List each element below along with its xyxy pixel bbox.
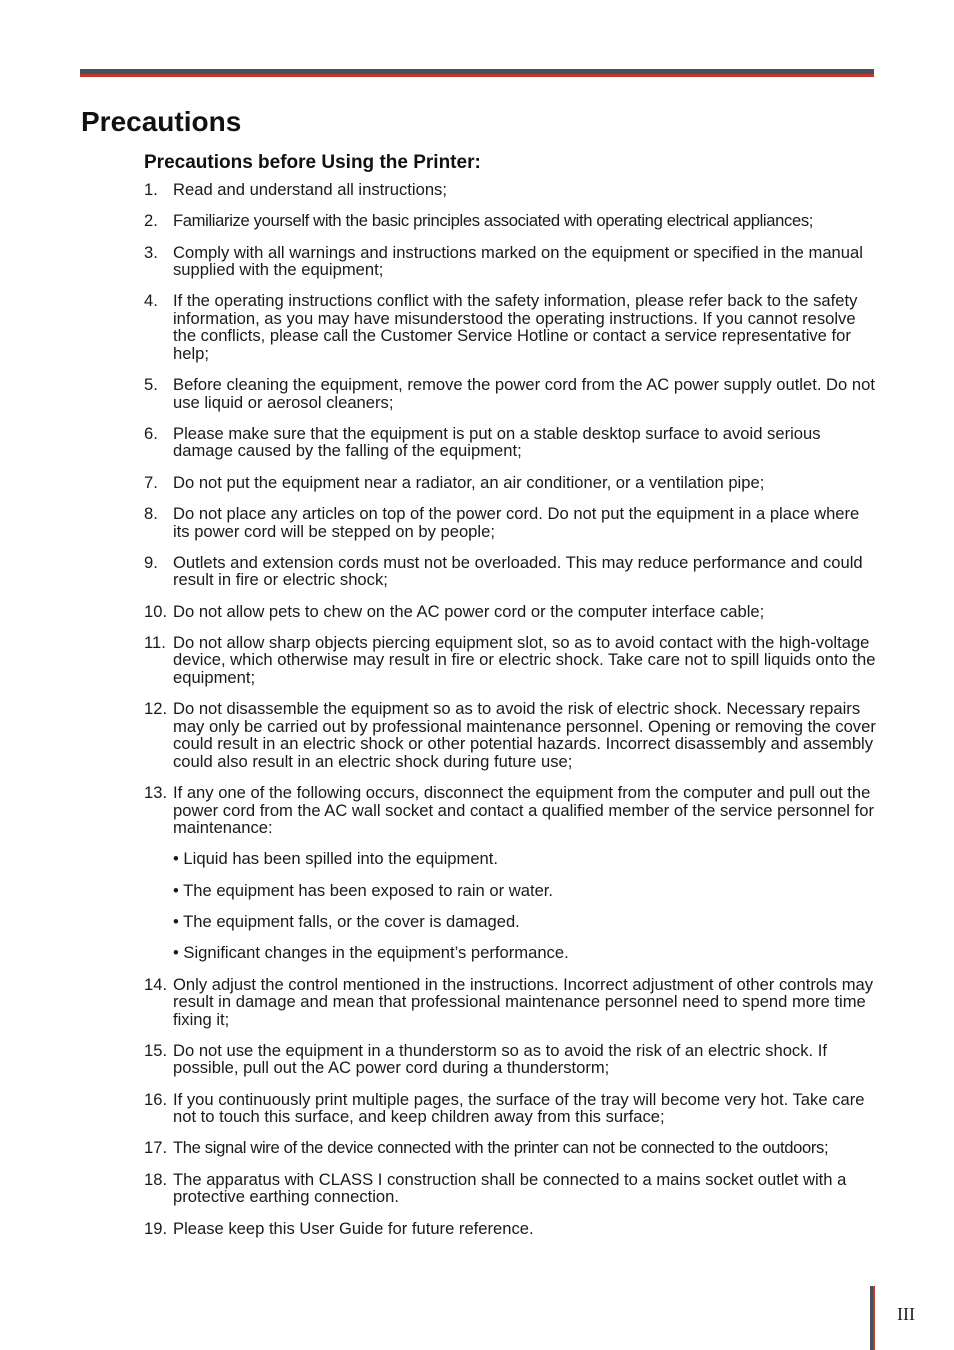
list-item — [144, 603, 879, 621]
item-number: 10. — [144, 601, 168, 621]
item-text: Only adjust the control mentioned in the instructions. Incorrect adjustment of other controls may result in damage and mean that professional maintenance personnel need to spend more time fixing it; — [173, 974, 874, 1029]
list-item — [144, 244, 879, 279]
bullet-item: • Liquid has been spilled into the equipment. — [173, 849, 499, 869]
item-number: 7. — [144, 472, 158, 492]
page-number: III — [897, 1304, 915, 1324]
bullet-item: • Significant changes in the equipment’s performance. — [173, 943, 569, 963]
item-number: 13. — [144, 783, 168, 803]
list-item — [144, 505, 879, 540]
list-item — [144, 784, 879, 962]
list-item — [144, 1139, 879, 1157]
header-rule-red — [80, 74, 874, 77]
precautions-list — [144, 181, 879, 1251]
list-item — [144, 425, 879, 460]
list-item — [144, 634, 879, 687]
list-item — [144, 1220, 879, 1238]
item-text: Do not disassemble the equipment so as to avoid the risk of electric shock. Necessary repairs may only be carried out by professional maintenance personnel. Opening or removing the cover could result in an electric shock or other potential hazards. Incorrect disassembly and assembly could also result in an electric shock during future use; — [173, 699, 876, 771]
list-item — [144, 1091, 879, 1126]
item-number: 2. — [144, 211, 158, 231]
item-number: 11. — [144, 632, 166, 652]
item-text: Do not put the equipment near a radiator, an air conditioner, or a ventilation pipe; — [173, 472, 765, 492]
item-number: 5. — [144, 375, 158, 395]
item-text: Outlets and extension cords must not be overloaded. This may reduce performance and could result in fire or electric shock; — [173, 552, 863, 590]
list-item — [144, 474, 879, 492]
item-text: Do not place any articles on top of the power cord. Do not put the equipment in a place where its power cord will be stepped on by people; — [173, 504, 860, 541]
list-item — [144, 1171, 879, 1206]
item-number: 18. — [144, 1169, 168, 1189]
list-item — [144, 181, 879, 199]
list-item — [144, 376, 879, 411]
list-item — [144, 212, 879, 230]
item-text: The apparatus with CLASS I construction shall be connected to a mains socket outlet with a protective earthing connection. — [173, 1169, 847, 1207]
item-number: 19. — [144, 1218, 168, 1238]
item-text: If the operating instructions conflict with the safety information, please refer back to the safety information, as you may have misunderstood the operating instructions. If you cannot resolve the conflicts, please call the Customer Service Hotline or contact a service representative for help; — [173, 291, 858, 363]
item-text: If you continuously print multiple pages, the surface of the tray will become very hot. Take care not to touch this surface, and keep children away from this surface; — [173, 1089, 865, 1127]
item-number: 15. — [144, 1040, 168, 1060]
item-text: Familiarize yourself with the basic principles associated with operating electrical appliances; — [173, 211, 814, 231]
list-item — [144, 292, 879, 362]
item-number: 6. — [144, 423, 158, 443]
item-number: 4. — [144, 291, 158, 311]
item-text: If any one of the following occurs, disconnect the equipment from the computer and pull out the power cord from the AC wall socket and contact a qualified member of the service personnel for maintenance: — [173, 783, 874, 838]
bullet-item: • The equipment falls, or the cover is damaged. — [173, 911, 520, 931]
item-text: Do not allow sharp objects piercing equipment slot, so as to avoid contact with the high-voltage device, which otherwise may result in fire or electric shock. Take care not to spill liquids onto the equipment; — [173, 632, 876, 687]
list-item — [144, 976, 879, 1029]
item-text: Do not use the equipment in a thunderstorm so as to avoid the risk of an electric shock. If possible, pull out the AC power cord during a thunderstorm; — [173, 1040, 827, 1078]
item-number: 3. — [144, 242, 158, 262]
item-number: 8. — [144, 504, 158, 524]
item-text: Do not allow pets to chew on the AC power cord or the computer interface cable; — [173, 601, 765, 621]
bullet-item: • The equipment has been exposed to rain or water. — [173, 880, 554, 900]
footer-rule-red — [873, 1286, 875, 1350]
list-item — [144, 700, 879, 770]
item-number: 14. — [144, 974, 168, 994]
page-title: Precautions — [81, 106, 242, 137]
item-text: Before cleaning the equipment, remove the power cord from the AC power supply outlet. Do not use liquid or aerosol cleaners; — [173, 375, 875, 412]
section-heading: Precautions before Using the Printer: — [144, 152, 481, 173]
item-text: Comply with all warnings and instructions marked on the equipment or specified in the manual supplied with the equipment; — [173, 242, 863, 280]
list-item — [144, 554, 879, 589]
item-number: 12. — [144, 699, 168, 719]
item-number: 9. — [144, 552, 158, 572]
item-text: The signal wire of the device connected with the printer can not be connected to the outdoors; — [173, 1138, 829, 1158]
item-text: Please make sure that the equipment is put on a stable desktop surface to avoid serious damage caused by the falling of the equipment; — [173, 423, 821, 461]
list-item — [144, 1042, 879, 1077]
item-number: 17. — [144, 1138, 168, 1158]
item-text: Read and understand all instructions; — [173, 180, 447, 199]
item-text: Please keep this User Guide for future reference. — [173, 1218, 534, 1238]
item-number: 16. — [144, 1089, 168, 1109]
item-number: 1. — [144, 180, 158, 199]
